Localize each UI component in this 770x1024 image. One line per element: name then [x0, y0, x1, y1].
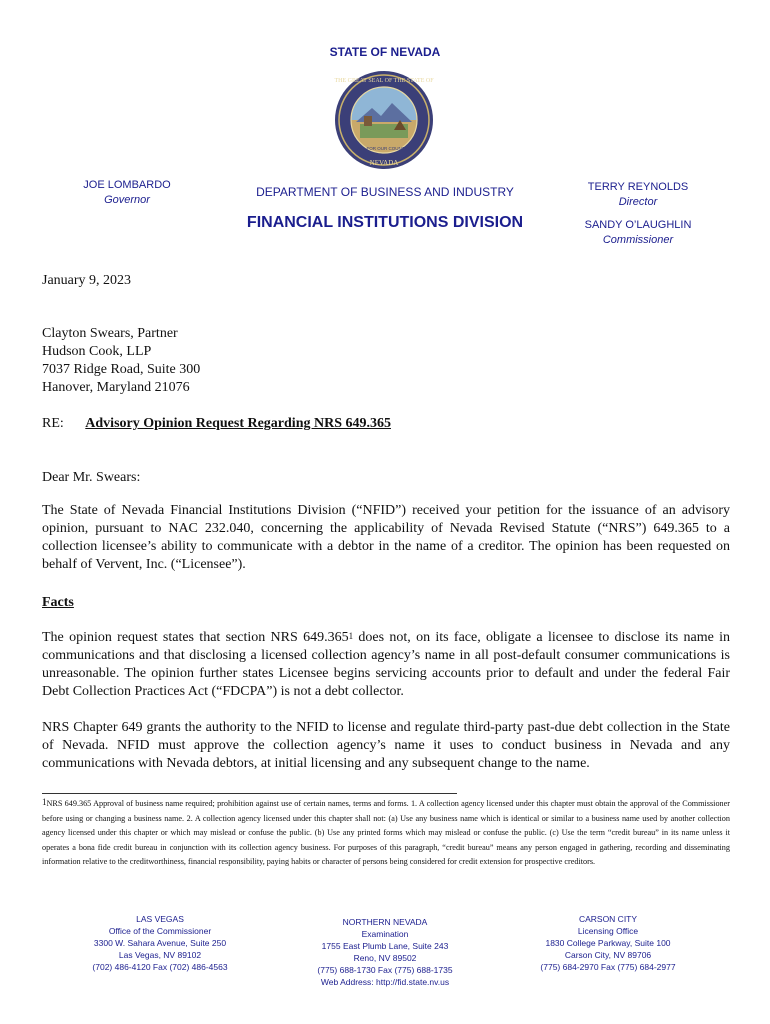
footnote-text: NRS 649.365 Approval of business name required; prohibition against use of certain names, terms and forms. 1. A collection agency licensed under this chapter must obtain the approval of the Commissioner before using or changing a business name. 2. A collection agency licensed under this chapter shall not: (a) Use any business name which is identical or similar to a business name used by another collection agency licensed under this chapter or which may mislead or confuse the public. (b) Use any printed forms which may mislead or confuse the public. (c) Use the term “credit bureau” in its name unless it operates a bona fide credit bureau in conjunction with its collection agency business. For purposes of this paragraph, “credit bureau” means any person engaged in gathering, recording and disseminating information relative to the creditworthiness, financial responsibility, paying habits or character of persons being considered for credit extension for prospective creditors. — [42, 799, 730, 866]
director-name: TERRY REYNOLDS — [587, 181, 689, 193]
office-line: Licensing Office — [577, 926, 639, 936]
recipient-line: Hudson Cook, LLP — [42, 344, 152, 359]
footnote — [42, 797, 730, 870]
office-northern-nevada — [295, 916, 475, 988]
office-line: Examination — [361, 929, 409, 939]
web-address-link[interactable]: Web Address: http://fid.state.nv.us — [320, 977, 450, 987]
office-line: CARSON CITY — [578, 914, 638, 924]
seal-top-text: THE GREAT SEAL OF THE STATE OF — [334, 78, 434, 84]
office-line: 1755 East Plumb Lane, Suite 243 — [321, 941, 449, 951]
commissioner-name: SANDY O’LAUGHLIN — [584, 219, 692, 231]
director-title: Director — [618, 196, 658, 208]
office-line: NORTHERN NEVADA — [342, 917, 428, 927]
office-las-vegas — [70, 913, 250, 973]
office-line: 3300 W. Sahara Avenue, Suite 250 — [93, 938, 227, 948]
office-carson-city — [518, 913, 698, 973]
office-line: Office of the Commissioner — [108, 926, 212, 936]
commissioner-title: Commissioner — [602, 234, 674, 246]
state-heading: STATE OF NEVADA — [329, 45, 441, 59]
re-line — [42, 415, 391, 433]
nevada-state-seal — [334, 70, 434, 170]
footnote-marker: 1 — [42, 797, 47, 807]
paragraph-petition: The State of Nevada Financial Institutions Division (“NFID”) received your petition for the issuance of an advisory opinion, pursuant to NAC 232.040, concerning the applicability of Nevada Revised Statute (“NRS”) 649.365 to a collection licensee’s ability to communicate with a debtor in the name of a creditor. The opinion has been requested on behalf of Vervent, Inc. (“Licensee”). — [42, 503, 730, 572]
facts-heading: Facts — [42, 595, 74, 610]
footnote-divider — [42, 793, 457, 794]
commissioner-block — [568, 218, 708, 248]
paragraph-chapter-649: NRS Chapter 649 grants the authority to the NFID to license and regulate third-party past-due debt collection in the State of Nevada. NFID must approve the collection agency’s name it uses to conduct business in Nevada and any communications with Nevada debtors, at initial licensing and any subsequent change to the name. — [42, 720, 730, 771]
governor-block — [62, 178, 192, 208]
office-line: (702) 486-4120 Fax (702) 486-4563 — [92, 962, 228, 972]
seal-bottom-text: NEVADA — [369, 159, 399, 167]
governor-title: Governor — [104, 194, 150, 206]
recipient-address — [42, 325, 200, 397]
office-line: LAS VEGAS — [136, 914, 184, 924]
letter-date: January 9, 2023 — [42, 273, 132, 288]
office-line: Reno, NV 89502 — [353, 953, 417, 963]
paragraph-opinion-request — [42, 629, 730, 701]
footnote-ref[interactable]: 1 — [348, 631, 354, 641]
department-name: DEPARTMENT OF BUSINESS AND INDUSTRY — [256, 185, 514, 199]
office-line: (775) 688-1730 Fax (775) 688-1735 — [317, 965, 453, 975]
office-line: (775) 684-2970 Fax (775) 684-2977 — [540, 962, 676, 972]
para2-text-cont: does not, on its face, obligate a licensee to disclose its name in communications and that disclosing a licensed collection agency’s name in all post-default consumer communications is unreasonable. The opinion further states Licensee begins servicing accounts prior to default and under the federal Fair Debt Collection Practices Act (“FDCPA”) is not a debt collector. — [42, 630, 730, 699]
para2-text: The opinion request states that section NRS 649.365 — [42, 630, 349, 645]
division-name: FINANCIAL INSTITUTIONS DIVISION — [246, 214, 524, 231]
governor-name: JOE LOMBARDO — [83, 179, 171, 191]
office-line: Las Vegas, NV 89102 — [118, 950, 202, 960]
re-subject: Advisory Opinion Request Regarding NRS 649.365 — [85, 416, 391, 431]
recipient-line: 7037 Ridge Road, Suite 300 — [42, 362, 201, 377]
director-block — [568, 180, 708, 210]
recipient-line: Clayton Swears, Partner — [42, 326, 178, 341]
seal-motto: ALL FOR OUR COUNTRY — [357, 146, 411, 151]
office-line: Carson City, NV 89706 — [564, 950, 652, 960]
recipient-line: Hanover, Maryland 21076 — [42, 380, 190, 395]
re-label: RE: — [42, 416, 64, 431]
salutation: Dear Mr. Swears: — [42, 470, 141, 485]
office-line: 1830 College Parkway, Suite 100 — [545, 938, 671, 948]
